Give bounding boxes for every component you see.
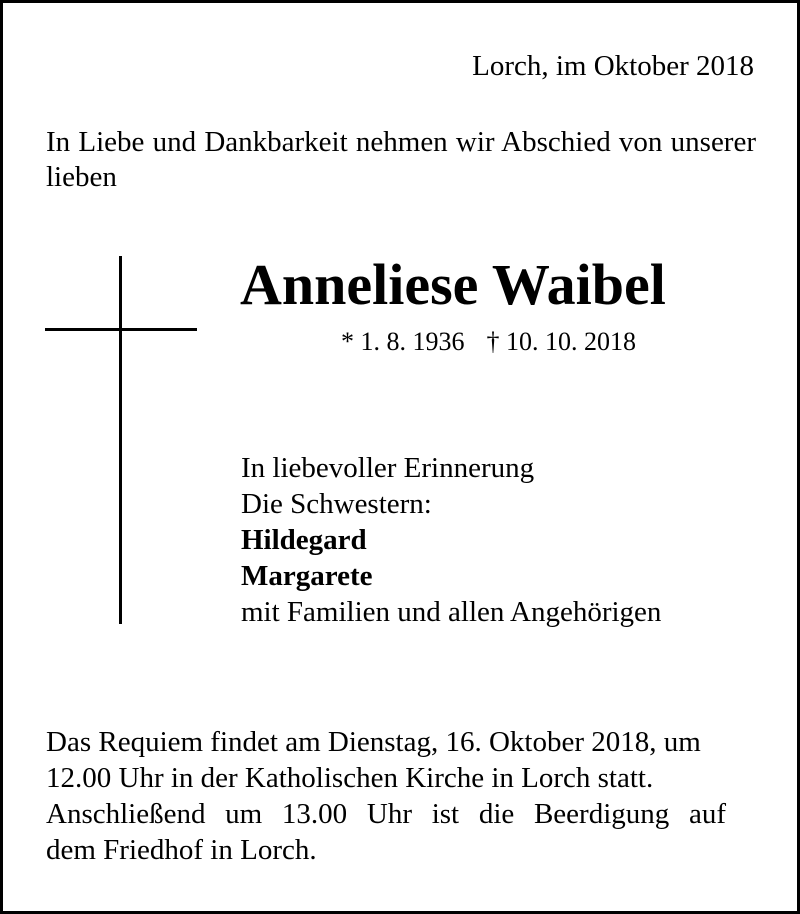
memorial-line: In liebevoller Erinnerung <box>241 452 535 484</box>
families-line: mit Familien und allen Angehörigen <box>241 596 662 628</box>
requiem-line-3: Anschließend um 13.00 Uhr ist die Beerdigung auf <box>46 798 726 830</box>
place-date: Lorch, im Oktober 2018 <box>472 50 754 82</box>
deceased-name: Anneliese Waibel <box>240 252 666 317</box>
requiem-block <box>46 724 764 868</box>
requiem-line-1: Das Requiem findet am Dienstag, 16. Oktober 2018, um <box>46 726 701 758</box>
death-date: † 10. 10. 2018 <box>486 327 636 356</box>
sister-name-margarete: Margarete <box>241 560 373 592</box>
requiem-line-2: 12.00 Uhr in der Katholischen Kirche in Lorch statt. <box>46 762 654 794</box>
cross-vertical-bar <box>119 256 122 624</box>
life-dates <box>341 326 636 358</box>
sisters-label: Die Schwestern: <box>241 488 432 520</box>
cross-horizontal-bar <box>45 328 197 331</box>
requiem-line-4: dem Friedhof in Lorch. <box>46 834 317 866</box>
sister-name-hildegard: Hildegard <box>241 524 367 556</box>
memorial-block <box>241 450 661 630</box>
birth-date: * 1. 8. 1936 <box>341 327 465 356</box>
intro-text: In Liebe und Dankbarkeit nehmen wir Abschied von unserer lieben <box>46 126 756 193</box>
